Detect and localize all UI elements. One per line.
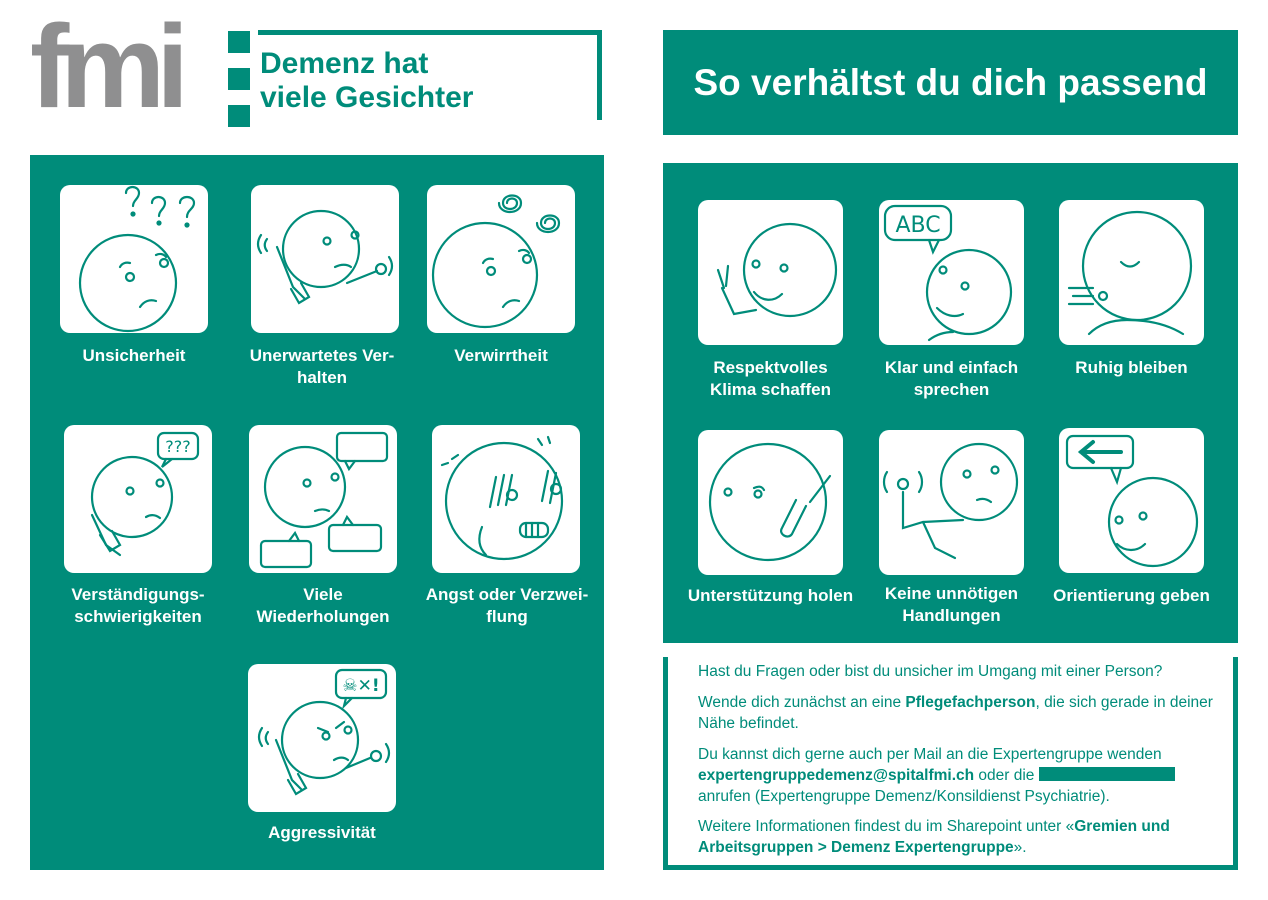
sharepoint-path: Gremien und Arbeitsgruppen > Demenz Expertengruppe xyxy=(698,818,1170,856)
label-give-orientation: Orientierung geben xyxy=(1053,586,1210,605)
logo-bar-middle xyxy=(228,68,250,90)
label-unexpected-behavior: Unerwartetes Ver- halten xyxy=(249,346,395,387)
logo-bar-bottom xyxy=(228,105,250,127)
respectful-climate-icon xyxy=(698,200,843,345)
info-contact-email: Du kannst dich gerne auch per Mail an die Expertengruppe wenden expertengruppedemenz@spitalfmi.ch oder die anrufen (Expertengruppe Demenz/Konsildienst Psychiatrie). xyxy=(698,744,1213,807)
label-anxiety-despair: Angst oder Verzwei- flung xyxy=(425,585,589,626)
label-communication-difficulties: Verständigungs- schwierigkeiten xyxy=(71,585,205,626)
speak-clearly-icon xyxy=(879,200,1024,345)
info-contact-nurse: Wende dich zunächst an eine Pflegefachperson, die sich gerade in deiner Nähe befindet. xyxy=(698,694,1213,732)
label-speak-clearly: Klar und einfach sprechen xyxy=(884,358,1019,399)
many-repetitions-icon xyxy=(249,425,397,573)
left-title xyxy=(260,47,473,115)
stay-calm-icon xyxy=(1059,200,1204,345)
fmi-logo xyxy=(30,1,222,133)
communication-difficulties-icon xyxy=(64,425,212,573)
give-orientation-icon xyxy=(1059,428,1204,573)
email-link[interactable]: expertengruppedemenz@spitalfmi.ch xyxy=(698,767,975,784)
anxiety-despair-icon xyxy=(432,425,580,573)
redacted-phone xyxy=(1039,767,1175,781)
right-title-banner xyxy=(663,30,1238,135)
label-confusion: Verwirrtheit xyxy=(454,346,548,365)
info-box xyxy=(663,657,1238,870)
left-title-frame xyxy=(258,30,602,120)
info-sharepoint: Weitere Informationen findest du im Sharepoint unter «Gremien und Arbeitsgruppen > Demenz Expertengruppe». xyxy=(698,818,1170,856)
logo-text: fmi xyxy=(30,1,180,133)
unexpected-behavior-icon xyxy=(251,185,399,333)
left-title-line2: viele Gesichter xyxy=(260,81,474,114)
label-uncertainty: Unsicherheit xyxy=(82,346,186,365)
svg-text:???: ??? xyxy=(165,437,191,456)
nurse-role: Pflegefachperson xyxy=(905,694,1036,711)
label-no-unnecessary-actions: Keine unnötigen Handlungen xyxy=(884,584,1019,625)
confusion-icon xyxy=(427,185,575,333)
left-title-line1: Demenz hat xyxy=(260,47,429,80)
svg-text:☠✕!: ☠✕! xyxy=(342,676,380,696)
label-get-support: Unterstützung holen xyxy=(687,586,854,605)
label-many-repetitions: Viele Wiederholungen xyxy=(256,585,390,626)
uncertainty-icon xyxy=(60,185,208,333)
aggression-icon xyxy=(248,664,396,812)
right-title: So verhältst du dich passend xyxy=(693,62,1208,103)
label-aggression: Aggressivität xyxy=(268,823,376,842)
get-support-icon xyxy=(698,430,843,575)
logo-bar-top xyxy=(228,31,250,53)
svg-text:ABC: ABC xyxy=(895,213,941,238)
label-stay-calm: Ruhig bleiben xyxy=(1075,358,1188,377)
info-question: Hast du Fragen oder bist du unsicher im Umgang mit einer Person? xyxy=(698,663,1163,680)
no-unnecessary-actions-icon xyxy=(879,430,1024,575)
label-respectful-climate: Respektvolles Klima schaffen xyxy=(710,358,831,399)
